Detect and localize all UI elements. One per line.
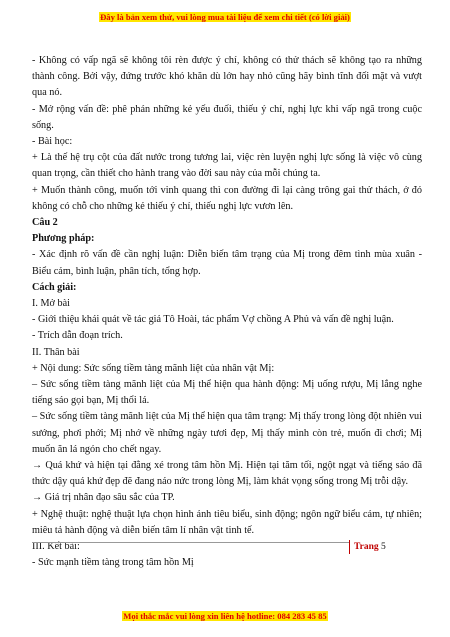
paragraph: - Sức mạnh tiềm tàng trong tâm hồn Mị	[32, 557, 194, 569]
paragraph: - Mở rộng vấn đề: phê phán những kẻ yếu đuối, thiếu ý chí, nghị lực khi vấp ngã trong cuộc sống.	[32, 103, 422, 131]
paragraph: II. Thân bài	[32, 346, 80, 358]
paragraph: + Là thế hệ trụ cột của đất nước trong tương lai, việc rèn luyện nghị lực sống là việc vô cùng quan trọng, cần thiết cho hành trang vào đời sau này của mỗi chúng ta.	[32, 152, 422, 180]
page-label: Trang	[354, 542, 379, 552]
preview-notice-text: Đây là bản xem thử, vui lòng mua tài liệu để xem chi tiết (có lời giải)	[100, 12, 350, 22]
paragraph: - Xác định rõ vấn đề cần nghị luận: Diễn biến tâm trạng của Mị trong đêm tình mùa xuân - Biểu cảm, bình luận, phân tích, tổng hợp.	[32, 249, 422, 277]
preview-notice-banner	[0, 12, 450, 22]
paragraph: III. Kết bài:	[32, 541, 80, 553]
hotline-text: Mọi thắc mắc vui lòng xin liên hệ hotline: 084 283 45 85	[123, 611, 327, 621]
paragraph: - Giới thiệu khái quát về tác giả Tô Hoài, tác phẩm Vợ chồng A Phủ và vấn đề nghị luận.	[32, 314, 394, 326]
paragraph: + Nghệ thuật: nghệ thuật lựa chọn hình ảnh tiêu biểu, sinh động; ngôn ngữ biểu cảm, tự nhiên; miêu tả hành động và diễn biến tâm lí nhân vật tinh tế.	[32, 508, 422, 536]
paragraph: - Không có vấp ngã sẽ không tôi rèn được ý chí, không có thử thách sẽ không tạo ra những thành công. Bởi vậy, đứng trước khó khăn dù lớn hay nhỏ cũng hãy bình tĩnh đối mặt và vượt qua nó.	[32, 55, 422, 99]
paragraph: - Trích dẫn đoạn trích.	[32, 330, 123, 342]
footer-divider	[32, 542, 350, 543]
paragraph: I. Mở bài	[32, 298, 70, 310]
paragraph: – Sức sống tiềm tàng mãnh liệt của Mị thể hiện qua hành động: Mị uống rượu, Mị lắng nghe tiếng sáo gọi bạn, Mị thổi lá.	[32, 379, 422, 407]
paragraph: + Nội dung: Sức sống tiềm tàng mãnh liệt của nhân vật Mị:	[32, 362, 275, 374]
paragraph: - Bài học:	[32, 136, 73, 148]
paragraph: → Quá khứ và hiện tại đằng xé trong tâm hồn Mị. Hiện tại tăm tối, ngột ngạt và tiếng sáo đã thức dậy quá khứ đẹp đẽ đang náo nức trong lòng Mị, làm khát vọng sống trong Mị trỗi dậy.	[32, 460, 422, 488]
page-number-value: 5	[381, 542, 386, 552]
paragraph: + Muốn thành công, muốn tới vinh quang thì con đường đi lại càng trông gai thử thách, ở đó không có chỗ cho những kẻ thiếu ý chí, thiếu nghị lực vươn lên.	[32, 184, 422, 212]
section-heading: Phương pháp:	[32, 233, 95, 245]
paragraph: → Giá trị nhân đạo sâu sắc của TP.	[32, 492, 175, 504]
hotline-banner	[0, 611, 450, 621]
section-heading: Cách giải:	[32, 281, 77, 293]
document-body	[32, 53, 422, 572]
paragraph: – Sức sống tiềm tàng mãnh liệt của Mị thể hiện qua tâm trạng: Mị thấy trong lòng đột nhiên vui sướng, phơi phới; Mị nhớ về những ngày tươi đẹp, Mị thấy mình còn trẻ, muốn đi chơi; Mị muốn ăn lá ngón cho chết ngay.	[32, 411, 422, 455]
section-heading: Câu 2	[32, 217, 58, 229]
page-number	[349, 540, 386, 554]
